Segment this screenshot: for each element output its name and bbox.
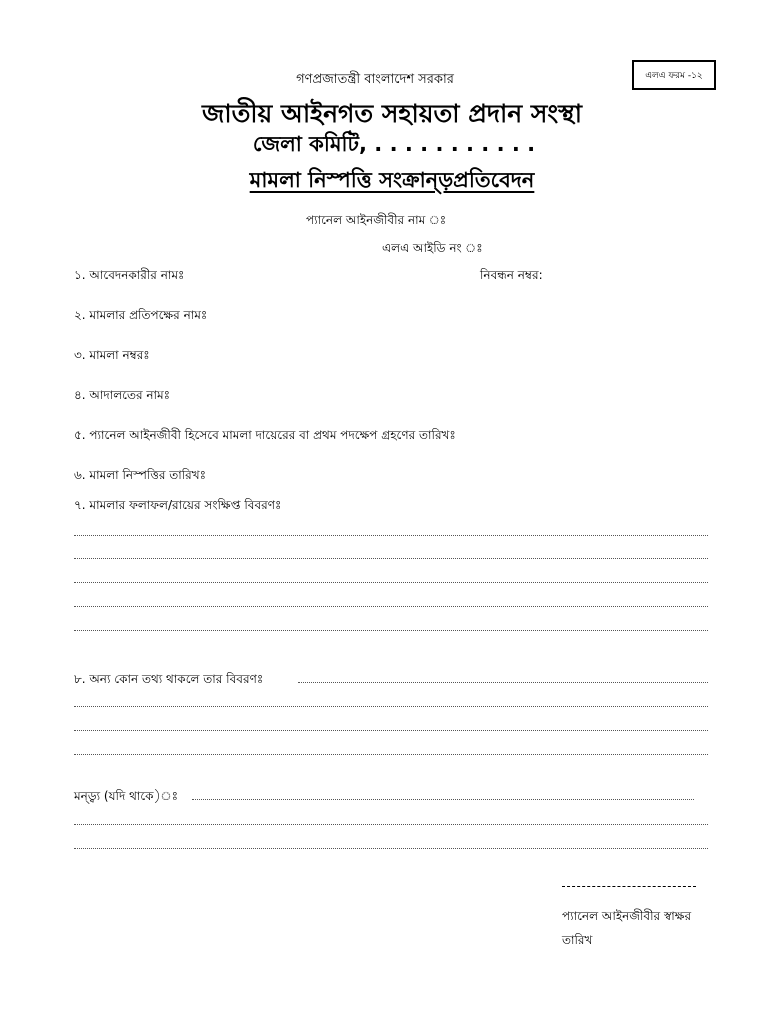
remarks-label: মন্ড্ব্য (যদি থাকে)ঃ (74, 789, 179, 803)
remarks-line-0 (192, 799, 694, 800)
signature-line (562, 886, 696, 887)
other-info-line-0 (298, 682, 708, 683)
form-number: এলএ ফরম -১২ (645, 70, 703, 81)
verdict-line-2 (74, 558, 708, 559)
district-committee: জেলা কমিটি, . . . . . . . . . . . (252, 132, 536, 156)
panel-lawyer-name-label: প্যানেল আইনজীবীর নাম ঃ (306, 213, 447, 227)
court-name-label: ৪. আদালতের নামঃ (74, 388, 171, 402)
other-info-line-2 (74, 730, 708, 731)
lawyer-signature-label: প্যানেল আইনজীবীর স্বাক্ষর (562, 909, 692, 923)
government-title: গণপ্রজাতন্ত্রী বাংলাদেশ সরকার (296, 72, 454, 87)
other-info-line-3 (74, 754, 708, 755)
verdict-line-3 (74, 582, 708, 583)
verdict-line-4 (74, 606, 708, 607)
other-info-label: ৮. অন্য কোন তথ্য থাকলে তার বিবরণঃ (74, 672, 264, 686)
report-title: মামলা নিস্পত্তি সংক্রান্ড়প্রতিবেদন (249, 168, 535, 192)
registration-number-label: নিবন্ধন নম্বর: (480, 268, 543, 282)
organization-title: জাতীয় আইনগত সহায়তা প্রদান সংস্থা (202, 99, 582, 128)
opponent-name-label: ২. মামলার প্রতিপক্ষের নামঃ (74, 308, 208, 322)
signature-date-label: তারিখ (562, 933, 593, 947)
remarks-line-1 (74, 824, 708, 825)
settlement-date-label: ৬. মামলা নিস্পত্তির তারিখঃ (74, 468, 207, 482)
verdict-line-1 (74, 535, 708, 536)
verdict-summary-label: ৭. মামলার ফলাফল/রায়ের সংক্ষিপ্ত বিবরণঃ (74, 498, 282, 512)
applicant-name-label: ১. আবেদনকারীর নামঃ (74, 268, 185, 282)
filing-date-label: ৫. প্যানেল আইনজীবী হিসেবে মামলা দায়েরের বা প্রথম পদক্ষেপ গ্রহণের তারিখঃ (74, 428, 456, 442)
verdict-line-5 (74, 630, 708, 631)
case-number-label: ৩. মামলা নম্বরঃ (74, 348, 150, 362)
other-info-line-1 (74, 706, 708, 707)
la-id-label: এলএ আইডি নং ঃ (382, 241, 483, 255)
remarks-line-2 (74, 848, 708, 849)
